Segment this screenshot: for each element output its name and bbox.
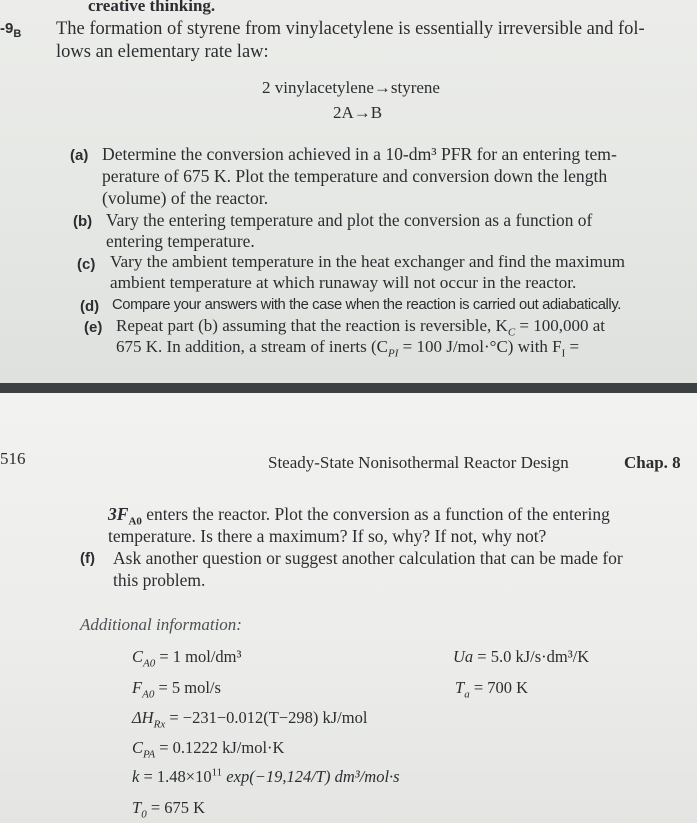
- part-a-line-2: perature of 675 K. Plot the temperature and conversion down the length: [102, 166, 608, 186]
- info-t0: $T_0 = 675$ K: [132, 798, 206, 821]
- part-e-line-2: 675 K. In addition, a stream of inerts ($C_{PI} = 100$ J/mol·°C) with $F_I$ =: [116, 337, 580, 360]
- part-c-label: (c): [77, 256, 96, 273]
- info-rate-constant: $k = 1.48\times 10^{11}$ exp(−19,124/T) dm³/mol·s: [132, 766, 400, 786]
- top-page-fragment: [0, 0, 697, 383]
- part-a-line-1: Determine the conversion achieved in a 10-dm³ PFR for an entering tem-: [102, 144, 617, 164]
- part-a-line-3: (volume) of the reactor.: [102, 188, 269, 208]
- part-b-label: (b): [73, 213, 93, 230]
- bottom-page-fragment: [0, 393, 697, 823]
- part-c-line-1: Vary the ambient temperature in the heat exchanger and find the maximum: [110, 252, 625, 271]
- part-f-label: (f): [80, 550, 95, 567]
- intro-line-1: The formation of styrene from vinylacetylene is essentially irreversible and fol-: [56, 19, 645, 39]
- part-b-line-2: entering temperature.: [106, 231, 255, 251]
- info-fa0: $F_{A0} = 5$ mol/s: [132, 678, 221, 701]
- part-c-line-2: ambient temperature at which runaway will not occur in the reactor.: [110, 273, 577, 292]
- cutoff-text: creative thinking.: [88, 0, 216, 15]
- problem-number: $-9_B$: [0, 20, 22, 40]
- info-cpa: $C_{PA} = 0.1222$ kJ/mol·K: [132, 738, 285, 761]
- continuation-line-1: $3F_{A0}$ enters the reactor. Plot the conversion as a function of the entering: [108, 504, 610, 528]
- reaction-equation-1: 2 vinylacetylene→styrene: [262, 78, 440, 97]
- part-f-line-1: Ask another question or suggest another calculation that can be made for: [113, 548, 623, 568]
- additional-info-heading: Additional information:: [80, 615, 242, 634]
- part-f-line-2: this problem.: [113, 570, 206, 590]
- info-ta: $T_a = 700$ K: [455, 678, 529, 701]
- page-number: 516: [0, 449, 26, 468]
- info-ua: Ua = 5.0 kJ/s·dm³/K: [453, 647, 590, 666]
- intro-line-2: lows an elementary rate law:: [56, 42, 269, 62]
- part-d-label: (d): [80, 298, 100, 315]
- part-b-line-1: Vary the entering temperature and plot the conversion as a function of: [106, 210, 593, 230]
- part-e-label: (e): [84, 319, 103, 336]
- continuation-line-2: temperature. Is there a maximum? If so, why? If not, why not?: [108, 526, 547, 546]
- part-a-label: (a): [70, 147, 89, 164]
- chapter-label: Chap. 8: [624, 453, 681, 472]
- reaction-equation-2: 2A→B: [333, 103, 383, 122]
- part-e-line-1: Repeat part (b) assuming that the reaction is reversible, $K_C = 100,000$ at: [116, 316, 606, 339]
- info-ca0: $C_{A0} = 1$ mol/dm³: [132, 647, 242, 670]
- part-d-line-1: Compare your answers with the case when the reaction is carried out adiabatically.: [112, 297, 621, 313]
- info-delta-h: $\Delta H_{Rx} = -231-0.012(T-298)$ kJ/mol: [132, 708, 368, 731]
- running-title: Steady-State Nonisothermal Reactor Design: [268, 453, 569, 472]
